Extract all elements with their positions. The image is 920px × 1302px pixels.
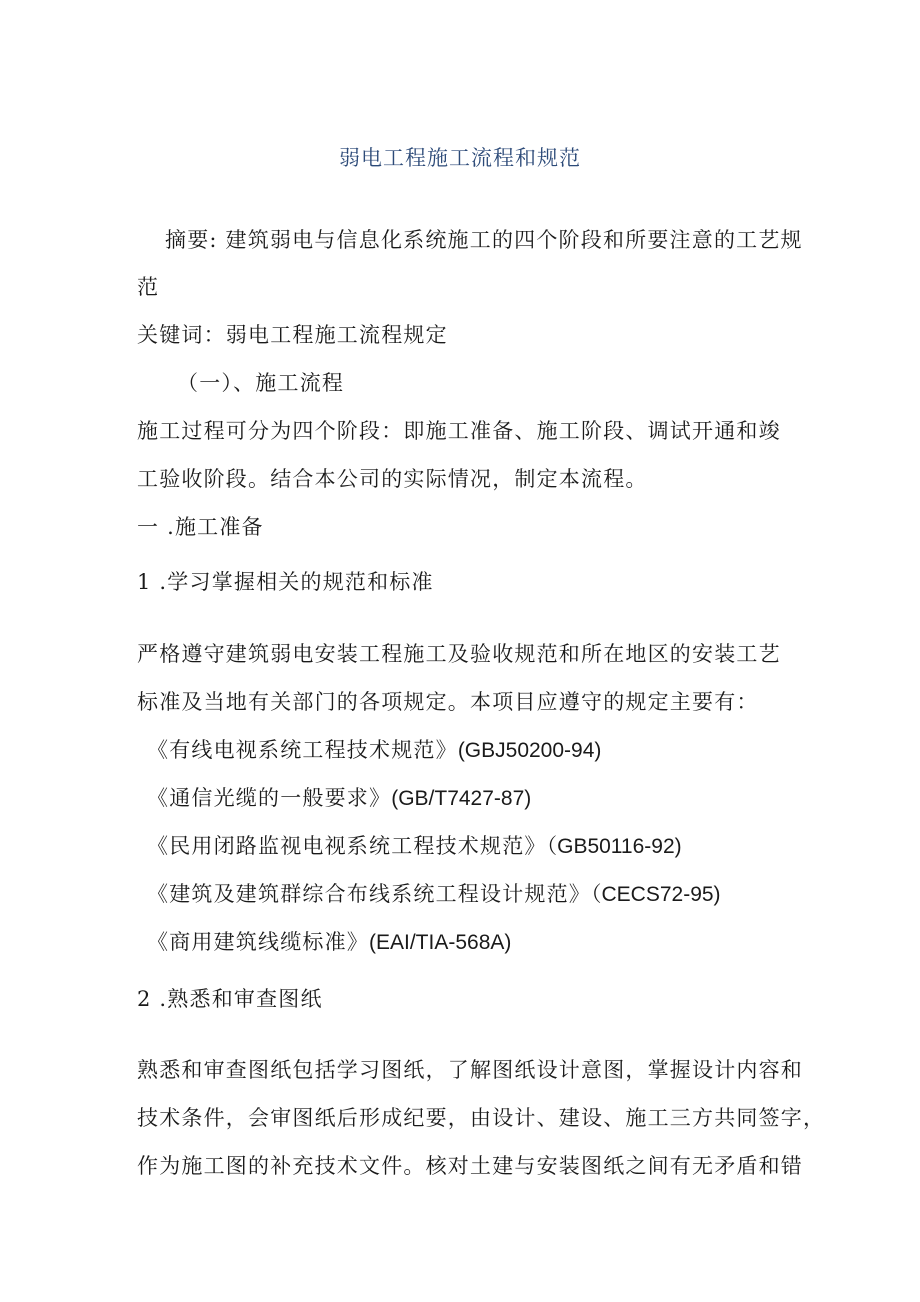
reference-code: (GB/T7427-87) xyxy=(391,787,532,810)
section-heading: （一）、施工流程 xyxy=(177,371,345,395)
reference-code: （GB50116-92) xyxy=(546,835,682,858)
document-title: 弱电工程施工流程和规范 xyxy=(339,146,581,170)
reference-item xyxy=(147,783,531,814)
item2-paragraph-line-1: 熟悉和审查图纸包括学习图纸，了解图纸设计意图，掌握设计内容和 xyxy=(137,1058,803,1082)
abstract-line-1: 摘要: 建筑弱电与信息化系统施工的四个阶段和所要注意的工艺规 xyxy=(165,228,803,252)
reference-item xyxy=(147,879,721,910)
item1-heading: 1 .学习掌握相关的规范和标准 xyxy=(137,570,434,594)
stage1-heading: 一 .施工准备 xyxy=(137,515,264,539)
reference-name: 《有线电视系统工程技术规范》 xyxy=(147,738,458,762)
abstract-line-2: 范 xyxy=(137,275,160,299)
reference-name: 《通信光缆的一般要求》 xyxy=(147,786,392,810)
reference-item xyxy=(147,831,682,862)
reference-name: 《民用闭路监视电视系统工程技术规范》 xyxy=(147,834,547,858)
reference-name: 《商用建筑线缆标准》 xyxy=(147,930,369,954)
reference-code: (GBJ50200-94) xyxy=(457,739,602,762)
reference-name: 《建筑及建筑群综合布线系统工程设计规范》 xyxy=(147,882,591,906)
item2-paragraph-line-3: 作为施工图的补充技术文件。核对土建与安装图纸之间有无矛盾和错 xyxy=(137,1154,803,1178)
reference-code: （CECS72-95) xyxy=(591,883,721,906)
item1-paragraph-line-2: 标准及当地有关部门的各项规定。本项目应遵守的规定主要有： xyxy=(137,690,759,714)
reference-code: (EAI/TIA-568A) xyxy=(369,931,512,954)
item2-heading: 2 .熟悉和审查图纸 xyxy=(137,987,323,1011)
item2-paragraph-line-2: 技术条件，会审图纸后形成纪要，由设计、建设、施工三方共同签字， xyxy=(137,1106,826,1130)
intro-line-1: 施工过程可分为四个阶段：即施工准备、施工阶段、调试开通和竣 xyxy=(137,419,781,443)
reference-item xyxy=(147,927,511,958)
keywords-line: 关键词：弱电工程施工流程规定 xyxy=(137,323,448,347)
item1-paragraph-line-1: 严格遵守建筑弱电安装工程施工及验收规范和所在地区的安装工艺 xyxy=(137,642,781,666)
reference-item xyxy=(147,735,601,766)
intro-line-2: 工验收阶段。结合本公司的实际情况，制定本流程。 xyxy=(137,467,648,491)
